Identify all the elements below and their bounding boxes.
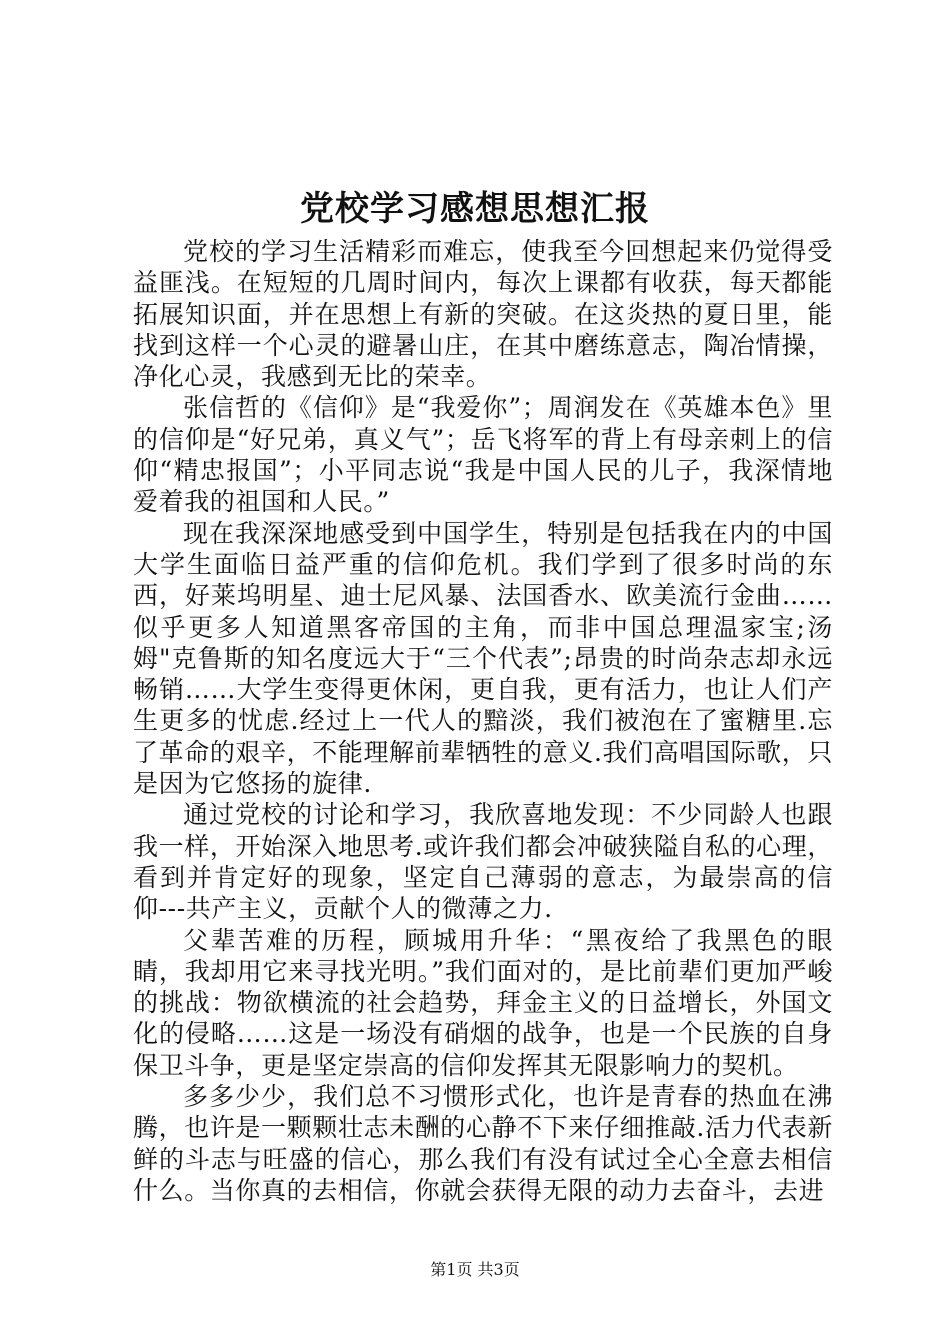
paragraph-4: 通过党校的讨论和学习，我欣喜地发现：不少同龄人也跟我一样，开始深入地思考.或许我们都会冲破狭隘自私的心理，看到并肯定好的现象，坚定自己薄弱的意志，为最崇高的信仰---共产主义，贡献个人的微薄之力.	[133, 800, 833, 924]
paragraph-6: 多多少少，我们总不习惯形式化，也许是青春的热血在沸腾，也许是一颗颗壮志未酬的心静不下来仔细推敲.活力代表新鲜的斗志与旺盛的信心，那么我们有没有试过全心全意去相信什么。当你真的去相信，你就会获得无限的动力去奋斗，去进	[133, 1082, 833, 1205]
paragraph-1: 党校的学习生活精彩而难忘，使我至今回想起来仍觉得受益匪浅。在短短的几周时间内，每次上课都有收获，每天都能拓展知识面，并在思想上有新的突破。在这炎热的夏日里，能找到这样一个心灵的避暑山庄，在其中磨练意志，陶冶情操，净化心灵，我感到无比的荣幸。	[133, 237, 833, 392]
paragraph-5: 父辈苦难的历程，顾城用升华：“黑夜给了我黑色的眼睛，我却用它来寻找光明。”我们面对的，是比前辈们更加严峻的挑战：物欲横流的社会趋势，拜金主义的日益增长，外国文化的侵略……这是一场没有硝烟的战争，也是一个民族的自身保卫斗争，更是坚定崇高的信仰发挥其无限影响力的契机。	[133, 925, 833, 1080]
paragraph-3: 现在我深深地感受到中国学生，特别是包括我在内的中国大学生面临日益严重的信仰危机。我们学到了很多时尚的东西，好莱坞明星、迪士尼风暴、法国香水、欧美流行金曲……似乎更多人知道黑客帝国的主角，而非中国总理温家宝;汤姆"克鲁斯的知名度远大于“三个代表”;昂贵的时尚杂志却永远畅销……大学生变得更休闲，更自我，更有活力，也让人们产生更多的忧虑.经过上一代人的黯淡，我们被泡在了蜜糖里.忘了革命的艰辛，不能理解前辈牺牲的意义.我们高唱国际歌，只是因为它悠扬的旋律.	[133, 518, 833, 799]
paragraph-2: 张信哲的《信仰》是“我爱你”；周润发在《英雄本色》里的信仰是“好兄弟，真义气”；岳飞将军的背上有母亲刺上的信仰“精忠报国”；小平同志说“我是中国人民的儿子，我深情地爱着我的祖国和人民。”	[133, 393, 833, 517]
document-title: 党校学习感想思想汇报	[300, 189, 650, 229]
page-footer: 第1页 共3页	[430, 1260, 520, 1279]
document-body	[133, 236, 833, 1206]
